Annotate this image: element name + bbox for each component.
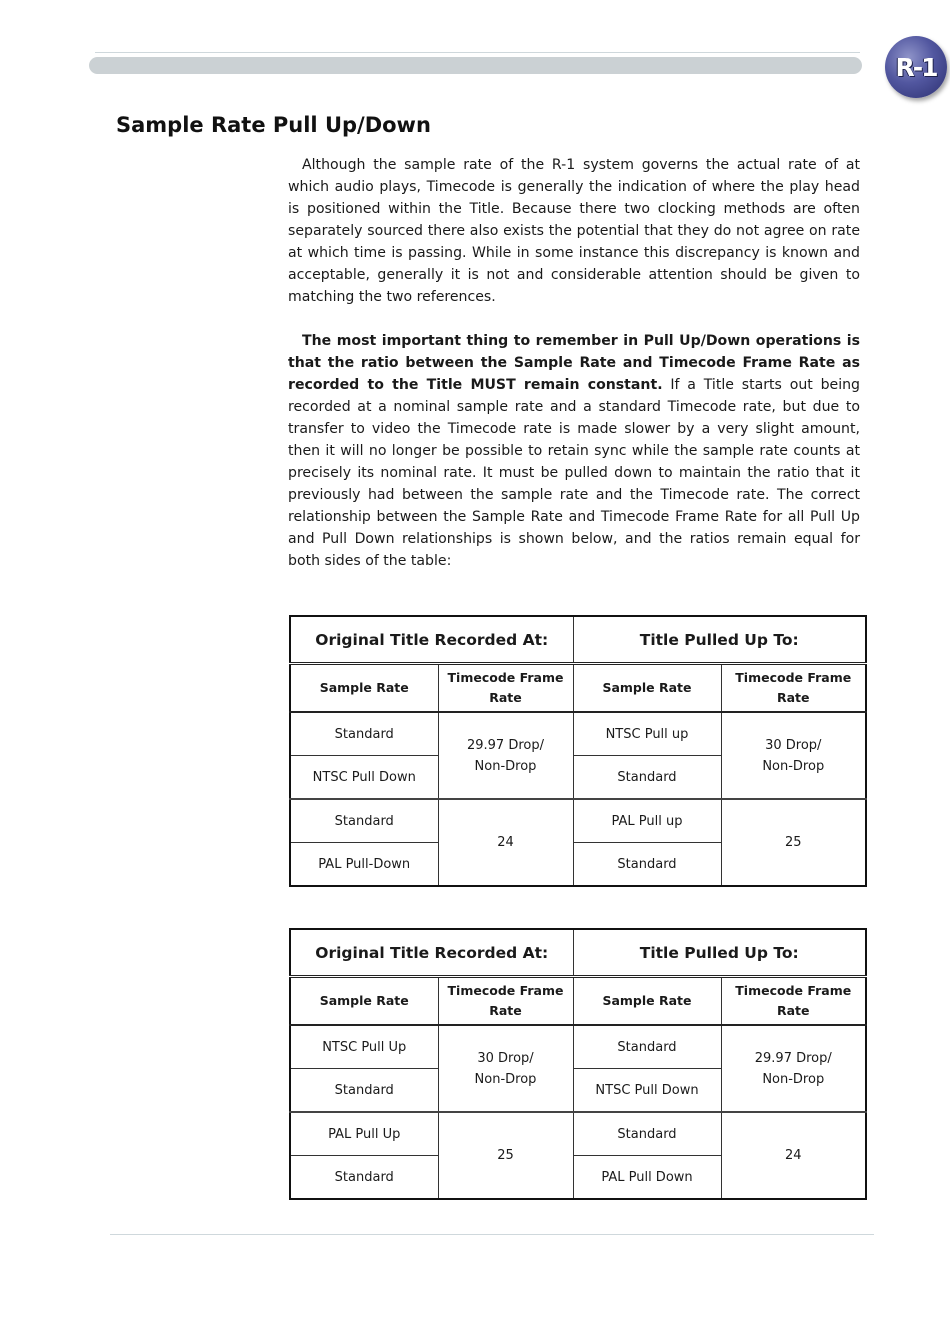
table-cell: 29.97 Drop/ Non-Drop [438,712,573,799]
logo-text: R-1 [895,52,937,82]
table-cell: Standard [573,756,721,800]
col-header-timecode: Timecode Frame Rate [438,977,573,1026]
table-row [290,712,866,756]
table-cell: Standard [290,712,438,756]
group-header-original: Original Title Recorded At: [290,616,573,664]
table-cell: 24 [438,799,573,886]
table-cell: 25 [721,799,866,886]
paragraph-2 [288,330,860,572]
footer-rule [110,1234,874,1235]
table-cell: NTSC Pull Down [290,756,438,800]
table-cell: NTSC Pull Up [290,1025,438,1069]
table-cell: 30 Drop/ Non-Drop [438,1025,573,1112]
table-row [290,799,866,843]
page-title: Sample Rate Pull Up/Down [116,113,431,137]
table-cell: 25 [438,1112,573,1199]
header-bar [89,57,862,74]
table-cell: Standard [290,1156,438,1200]
col-header-sample-rate: Sample Rate [573,977,721,1026]
table-cell: 30 Drop/ Non-Drop [721,712,866,799]
pull-down-table [289,928,867,1200]
body-text [288,154,860,572]
r1-logo [885,36,947,98]
pull-up-table [289,615,867,887]
header-rule [95,52,860,53]
table-cell: Standard [573,1112,721,1156]
table-cell: Standard [573,843,721,887]
table-cell: PAL Pull up [573,799,721,843]
paragraph-2-text: If a Title starts out being recorded at a nominal sample rate and a standard Timecode rate, but due to transfer to video the Timecode rate is made slower by a very slight amount, then it will no longer be possible to retain sync while the sample rate counts at precisely its nominal rate. It must be pulled down to maintain the ratio that it previously had between the sample rate and the Timecode rate. The correct relationship between the Sample Rate and Timecode Frame Rate for all Pull Up and Pull Down relationships is shown below, and the ratios remain equal for both sides of the table: [288,377,860,569]
paragraph-2-emphasis: The most important thing to remember in Pull Up/Down operations is that the ratio between the Sample Rate and Timecode Frame Rate as recorded to the Title MUST remain constant. [288,333,860,393]
table-cell: Standard [290,799,438,843]
paragraph-1: Although the sample rate of the R-1 system governs the actual rate of at which audio plays, Timecode is generally the indication of where the play head is positioned within the Title. Because there two clocking methods are often separately sourced there also exists the potential that they do not agree on rate at which time is passing. While in some instance this discrepancy is known and acceptable, generally it is not and considerable attention should be given to matching the two references. [288,157,860,305]
table-cell: 24 [721,1112,866,1199]
table-cell: Standard [290,1069,438,1113]
table-row [290,1025,866,1069]
table-row [290,1112,866,1156]
group-header-pulled: Title Pulled Up To: [573,616,866,664]
col-header-sample-rate: Sample Rate [290,664,438,713]
col-header-timecode: Timecode Frame Rate [721,664,866,713]
col-header-sample-rate: Sample Rate [290,977,438,1026]
col-header-sample-rate: Sample Rate [573,664,721,713]
table-cell: PAL Pull Up [290,1112,438,1156]
table-cell: NTSC Pull Down [573,1069,721,1113]
group-header-pulled: Title Pulled Up To: [573,929,866,977]
table-cell: NTSC Pull up [573,712,721,756]
table-cell: PAL Pull-Down [290,843,438,887]
table-cell: PAL Pull Down [573,1156,721,1200]
table-cell: Standard [573,1025,721,1069]
table-cell: 29.97 Drop/ Non-Drop [721,1025,866,1112]
col-header-timecode: Timecode Frame Rate [721,977,866,1026]
col-header-timecode: Timecode Frame Rate [438,664,573,713]
group-header-original: Original Title Recorded At: [290,929,573,977]
